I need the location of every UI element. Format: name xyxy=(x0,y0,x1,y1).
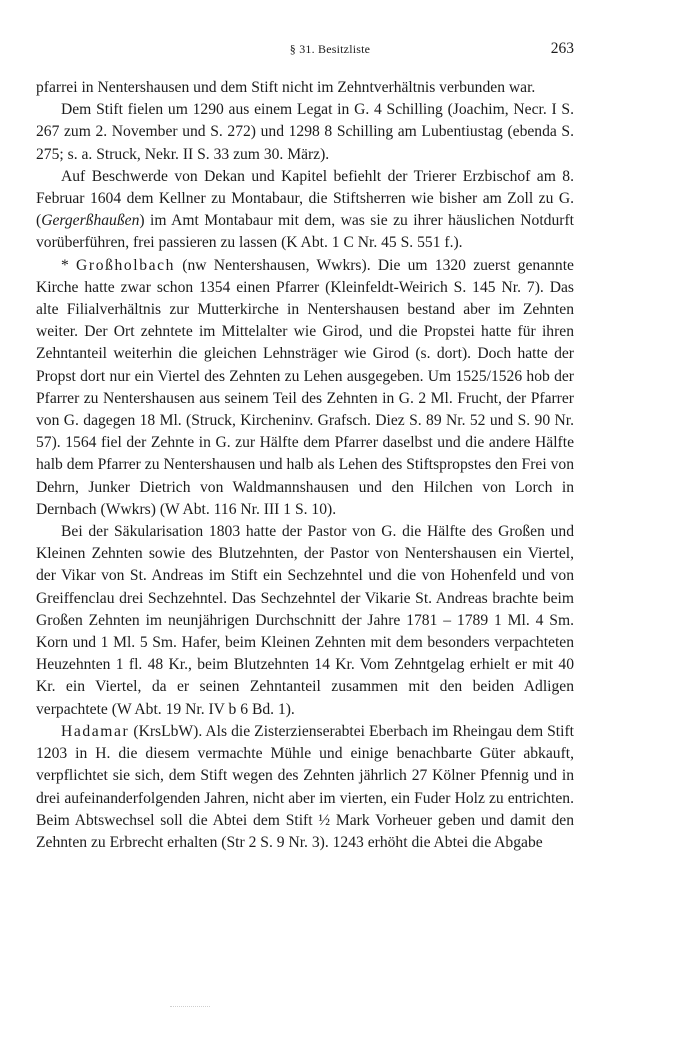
scan-artifact-line xyxy=(170,1006,210,1008)
paragraph-saekularisation: Bei der Säkularisation 1803 hatte der Pastor von G. die Hälfte des Großen und Kleinen Zehnten sowie des Blutzehnten, der Pastor von Nentershausen ein Viertel, der Vikar von St. Andreas im Stift ein Sechzehntel und die von Hohenfeld und von Greiffenclau drei Sechzehntel. Das Sechzehntel der Vikarie St. Andreas brachte beim Großen Zehnten im neunjährigen Durchschnitt der Jahre 1781 – 1789 1 Ml. 4 Sm. Korn und 1 Ml. 5 Sm. Hafer, beim Kleinen Zehnten mit dem besonders verpachteten Heuzehnten 1 fl. 48 Kr., beim Blutzehnten 14 Kr. Vom Zehntgelag erhielt er mit 40 Kr. ein Viertel, da er seinen Zehntanteil zusammen mit den beiden Adligen verpachtete (W Abt. 19 Nr. IV b 6 Bd. 1). xyxy=(36,523,574,718)
paragraph-legat: Dem Stift fielen um 1290 aus einem Legat in G. 4 Schilling (Joachim, Necr. I S. 267 zum 2. November und S. 272) und 1298 8 Schilling am Lubentiustag (ebenda S. 275; s. a. Struck, Nekr. II S. 33 zum 30. März). xyxy=(36,101,574,163)
section-title: § 31. Besitzliste xyxy=(289,42,371,56)
paragraph-continuation: pfarrei in Nentershausen und dem Stift nicht im Zehntverhältnis verbunden war. xyxy=(36,79,536,96)
text-segment: Auf Beschwerde von Dekan und Kapitel befiehlt der Trierer Erzbischof am 8. Februar 1604 dem Kellner zu Montabaur, die Stiftsherren wie bisher am Zoll zu G. ( xyxy=(36,167,574,230)
page-number: 263 xyxy=(550,40,574,57)
paragraph-grossholbach xyxy=(36,255,574,521)
paragraph-zoll xyxy=(36,166,574,255)
text-segment: ) im Amt Montabaur mit dem, was sie zu ihrer häuslichen Notdurft vorüberführen, frei passieren zu lassen (K Abt. 1 C Nr. 45 S. 551 f.). xyxy=(36,212,574,252)
text-segment: (nw Nentershausen, Wwkrs). Die um 1320 zuerst genannte Kirche hatte zwar schon 1354 einen Pfarrer (Kleinfeldt-Weirich S. 145 Nr. 7). Das alte Filialverhältnis zur Mutterkirche in Nentershausen bestand aber im Zehnten weiter. Der Ort zehntete im Mittelalter wie Girod, und die Propstei hatte für ihren Zehntanteil weiterhin die gleichen Lehnsträger wie Girod (s. dort). Doch hatte der Propst dort nur ein Viertel des Zehnten zu Lehen ausgegeben. Um 1525/1526 hob der Pfarrer zu Nentershausen aus seinem Teil des Zehnten in G. 2 Ml. Frucht, der Pfarrer von G. dagegen 18 Ml. (Struck, Kircheninv. Grafsch. Diez S. 89 Nr. 52 und S. 90 Nr. 57). 1564 fiel der Zehnte in G. zur Hälfte dem Pfarrer daselbst und die andere Hälfte halb dem Pfarrer zu Nentershausen und halb als Lehen des Stiftspropstes den Frei von Dehrn, Junker Dietrich von Waldmannshausen und den Hilchen von Lorch in Dernbach (Wwkrs) (W Abt. 116 Nr. III 1 S. 10). xyxy=(36,256,574,518)
body-text xyxy=(36,77,574,854)
paragraph-hadamar xyxy=(36,721,574,854)
entry-place-name: Hadamar xyxy=(61,722,130,740)
entry-marker: * xyxy=(61,256,77,274)
entry-place-name: Großholbach xyxy=(76,256,176,274)
running-head xyxy=(86,40,574,62)
place-name-historic: Gergerßhaußen xyxy=(41,212,140,230)
text-segment: (KrsLbW). Als die Zisterzienserabtei Eberbach im Rheingau dem Stift 1203 in H. die diesem vermachte Mühle und einige benachbarte Güter abkauft, verpflichtet sie sich, dem Stift wegen des Zehnten jährlich 27 Kölner Pfennig und in drei aufeinanderfolgenden Jahren, nicht aber im vierten, ein Fuder Holz zu entrichten. Beim Abtswechsel soll die Abtei dem Stift ½ Mark Vorheuer geben und damit den Zehnten zu Erbrecht erhalten (Str 2 S. 9 Nr. 3). 1243 erhöht die Abtei die Abgabe xyxy=(36,722,574,851)
